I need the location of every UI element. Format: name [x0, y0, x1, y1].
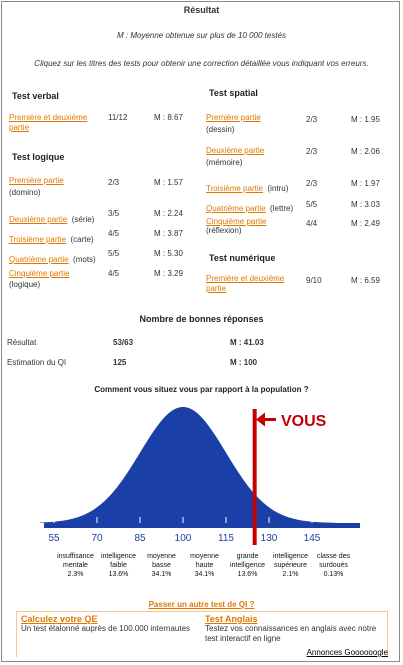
score-spatial-4: 5/5: [306, 200, 318, 209]
summary-value-result: 53/63: [113, 338, 134, 347]
row-logique-3: [9, 229, 94, 247]
axis-tick: [97, 517, 98, 523]
axis-tick-label: 55: [48, 533, 60, 544]
instructions-text: Cliquez sur les titres des tests pour obtenir une correction détaillée vous indiquant vos erreurs.: [34, 59, 369, 68]
row-spatial-5: [206, 217, 266, 235]
link-spatial-part1[interactable]: Première partie: [206, 113, 261, 122]
mean-spatial-4: M : 3.03: [351, 200, 380, 209]
link-spatial-part2[interactable]: Deuxième partie: [206, 146, 265, 155]
mean-numerique: M : 6.59: [351, 276, 380, 285]
link-logique-part5[interactable]: Cinquième partie: [9, 269, 70, 278]
summary-heading: Nombre de bonnes réponses: [139, 314, 264, 324]
axis-tick-label: 130: [260, 533, 278, 544]
category-name: classe des surdoués: [316, 553, 351, 569]
mean-logique-5: M : 3.29: [154, 269, 183, 278]
link-spatial-part4[interactable]: Quatrième partie: [206, 204, 266, 213]
score-logique-2: 3/5: [108, 209, 120, 218]
iq-distribution-chart: [0, 395, 403, 555]
ad-2-title[interactable]: Test Anglais: [205, 614, 258, 624]
axis-tick: [54, 517, 55, 523]
category-labels: [0, 552, 403, 584]
score-spatial-5: 4/4: [306, 219, 318, 228]
category-percent: 34.1%: [194, 571, 215, 578]
mean-spatial-1: M : 1.95: [351, 115, 380, 124]
detail-logique-part2: (série): [71, 215, 95, 224]
score-logique-5: 4/5: [108, 269, 120, 278]
category-label: [52, 552, 100, 579]
category-name: grande intelligence: [229, 553, 266, 569]
link-verbal-line1[interactable]: Première et deuxième: [9, 113, 88, 122]
row-spatial-3: [206, 178, 288, 196]
link-spatial-part5[interactable]: Cinquième partie: [206, 217, 267, 226]
score-logique-4: 5/5: [108, 249, 120, 258]
detail-spatial-part5: (réflexion): [206, 226, 242, 235]
detail-spatial-part4: (lettre): [270, 204, 294, 213]
detail-spatial-part2: (mémoire): [206, 158, 243, 167]
row-logique-2: [9, 209, 94, 227]
link-logique-part1[interactable]: Première partie: [9, 176, 64, 185]
row-logique-4: [9, 249, 96, 267]
link-numerique-line2[interactable]: partie: [206, 284, 227, 293]
axis-tick-label: 85: [134, 533, 146, 544]
detail-logique-part5: (logique): [9, 280, 41, 289]
summary-label-iq: Estimation du QI: [7, 358, 67, 367]
score-spatial-2: 2/3: [306, 147, 318, 156]
axis-tick-label: 100: [174, 533, 192, 544]
you-arrow-icon: [256, 413, 276, 427]
row-logique-5: [9, 269, 69, 289]
category-percent: 13.6%: [108, 571, 129, 578]
ads-by-google-link[interactable]: Annonces Goooooogle: [306, 648, 388, 657]
row-spatial-2: [206, 146, 264, 167]
category-percent: 2.1%: [282, 571, 299, 578]
mean-logique-1: M : 1.57: [154, 178, 183, 187]
axis-tick: [269, 517, 270, 523]
axis-tick-label: 115: [218, 533, 234, 544]
category-label: [138, 552, 186, 579]
mean-verbal: M : 8.67: [154, 113, 183, 122]
category-name: intelligence supérieure: [272, 553, 309, 569]
category-label: [267, 552, 315, 579]
category-percent: 0.13%: [323, 571, 344, 578]
mean-logique-2: M : 2.24: [154, 209, 183, 218]
heading-test-verbal: Test verbal: [12, 91, 59, 101]
detail-logique-part4: (mots): [73, 255, 96, 264]
mean-spatial-5: M : 2.49: [351, 219, 380, 228]
detail-spatial-part1: (dessin): [206, 125, 235, 134]
summary-value-iq: 125: [113, 358, 127, 367]
ad-1[interactable]: [21, 614, 199, 634]
category-percent: 13.6%: [237, 571, 258, 578]
category-percent: 34.1%: [151, 571, 172, 578]
row-spatial-4: [206, 198, 293, 216]
score-spatial-3: 2/3: [306, 179, 318, 188]
category-name: moyenne haute: [190, 553, 219, 569]
summary-mean-result: M : 41.03: [230, 338, 264, 347]
link-logique-part2[interactable]: Deuxième partie: [9, 215, 68, 224]
ad-1-title[interactable]: Calculez votre QE: [21, 614, 98, 624]
ad-1-text: Un test étalonné auprès de 100.000 internautes: [21, 624, 191, 633]
axis-tick-label: 70: [91, 533, 103, 544]
link-numerique-part1-2[interactable]: [206, 274, 284, 294]
axis-bar: [44, 523, 360, 528]
detail-logique-part1: (domino): [9, 188, 41, 197]
category-label: [224, 552, 272, 579]
page-title: Résultat: [183, 5, 220, 15]
category-name: moyenne basse: [147, 553, 176, 569]
summary-label-result: Résultat: [7, 338, 37, 347]
row-logique-1: [9, 176, 64, 197]
link-verbal-line2[interactable]: partie: [9, 123, 30, 132]
another-test-link[interactable]: Passer un autre test de QI ?: [148, 600, 255, 609]
score-logique-3: 4/5: [108, 229, 120, 238]
population-question: Comment vous situez vous par rapport à la population ?: [94, 385, 309, 394]
category-name: intelligence faible: [100, 553, 137, 569]
mean-logique-4: M : 5.30: [154, 249, 183, 258]
mean-spatial-2: M : 2.06: [351, 147, 380, 156]
category-label: [95, 552, 143, 579]
heading-test-logique: Test logique: [12, 152, 65, 162]
score-logique-1: 2/3: [108, 178, 120, 187]
category-label: [310, 552, 358, 579]
score-verbal: 11/12: [108, 113, 128, 122]
heading-test-numerique: Test numérique: [209, 253, 276, 263]
score-numerique: 9/10: [306, 276, 322, 285]
mean-spatial-3: M : 1.97: [351, 179, 380, 188]
heading-test-spatial: Test spatial: [209, 88, 258, 98]
category-label: [181, 552, 229, 579]
mean-logique-3: M : 3.87: [154, 229, 183, 238]
link-verbal-part1-2[interactable]: [9, 113, 87, 133]
ad-2-text: Testez vos connaissances en anglais avec notre test interactif en ligne: [205, 624, 377, 643]
you-marker-line: [253, 409, 257, 545]
row-spatial-1: [206, 113, 261, 134]
link-logique-part4[interactable]: Quatrième partie: [9, 255, 69, 264]
ad-2[interactable]: [205, 614, 387, 644]
subtitle-legend: M : Moyenne obtenue sur plus de 10 000 testés: [117, 31, 286, 40]
score-spatial-1: 2/3: [306, 115, 318, 124]
axis-tick-label: 145: [303, 533, 321, 544]
summary-mean-iq: M : 100: [230, 358, 258, 367]
link-numerique-line1[interactable]: Première et deuxième: [206, 274, 285, 283]
axis-tick: [226, 517, 227, 523]
axis-tick: [140, 517, 141, 523]
category-percent: 2.3%: [67, 571, 84, 578]
axis-tick: [183, 517, 184, 523]
detail-spatial-part3: (intru): [267, 184, 289, 193]
detail-logique-part3: (carte): [70, 235, 94, 244]
link-spatial-part3[interactable]: Troisième partie: [206, 184, 264, 193]
category-name: insuffisance mentale: [57, 553, 94, 569]
axis-tick: [312, 517, 313, 523]
you-label: VOUS: [281, 413, 327, 430]
link-logique-part3[interactable]: Troisième partie: [9, 235, 67, 244]
